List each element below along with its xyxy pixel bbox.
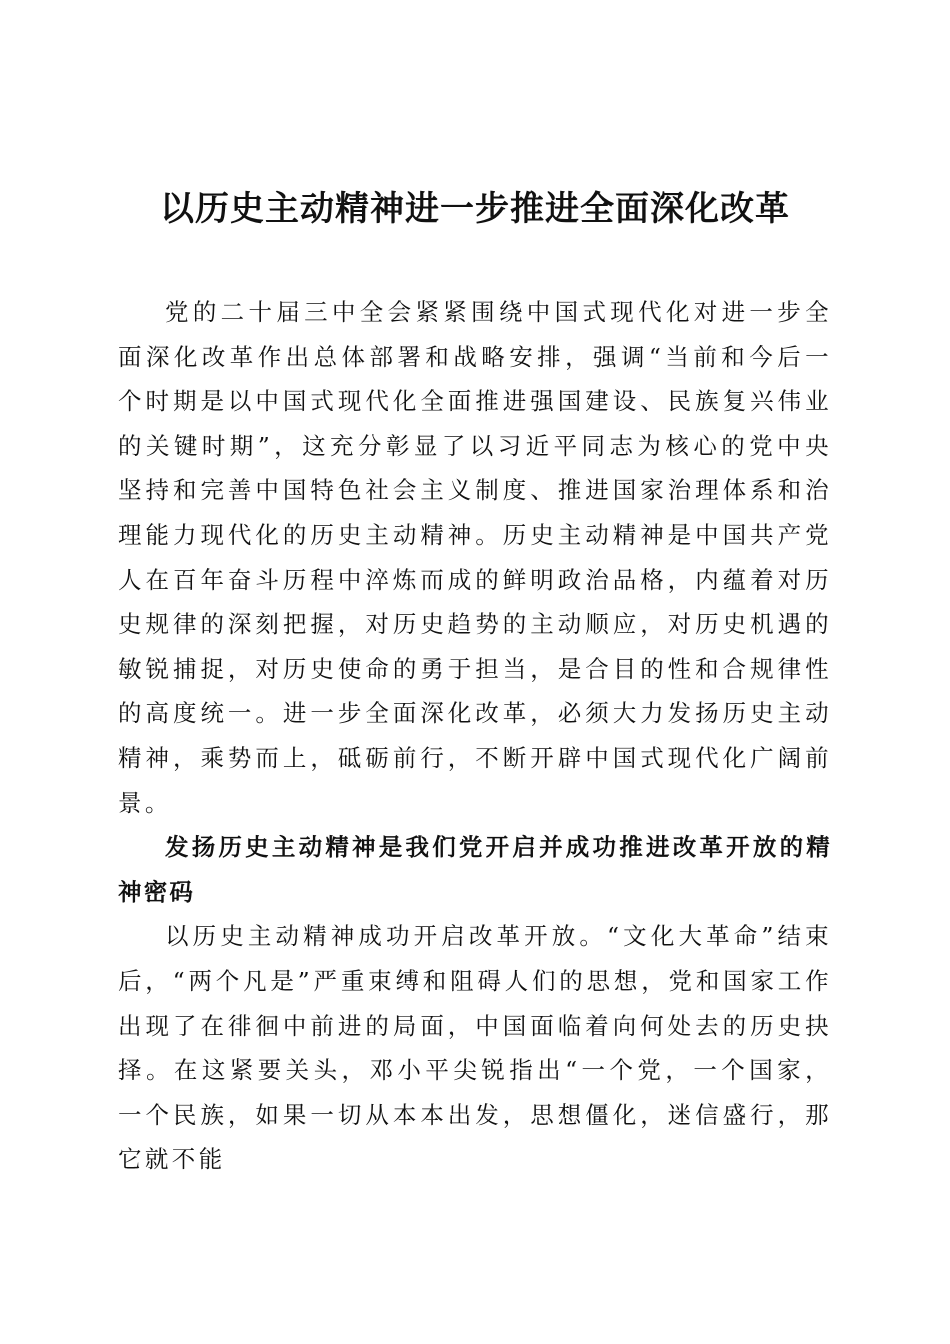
section-heading: 发扬历史主动精神是我们党开启并成功推进改革开放的精神密码 xyxy=(118,833,832,906)
document-title: 以历史主动精神进一步推进全面深化改革 xyxy=(160,189,790,229)
section-paragraph: 以历史主动精神成功开启改革开放。“文化大革命”结束后，“两个凡是”严重束缚和阻碍人们的思想，党和国家工作出现了在徘徊中前进的局面，中国面临着向何处去的历史抉择。在这紧要关头，邓小平尖锐指出“一个党，一个国家，一个民族，如果一切从本本出发，思想僵化，迷信盛行，那它就不能 xyxy=(118,922,832,1174)
intro-paragraph: 党的二十届三中全会紧紧围绕中国式现代化对进一步全面深化改革作出总体部署和战略安排，强调“当前和今后一个时期是以中国式现代化全面推进强国建设、民族复兴伟业的关键时期”，这充分彰显了以习近平同志为核心的党中央坚持和完善中国特色社会主义制度、推进国家治理体系和治理能力现代化的历史主动精神。历史主动精神是中国共产党人在百年奋斗历程中淬炼而成的鲜明政治品格，内蕴着对历史规律的深刻把握，对历史趋势的主动顺应，对历史机遇的敏锐捕捉，对历史使命的勇于担当，是合目的性和合规律性的高度统一。进一步全面深化改革，必须大力发扬历史主动精神，乘势而上，砥砺前行，不断开辟中国式现代化广阔前景。 xyxy=(118,298,832,817)
document-body xyxy=(118,290,832,1182)
